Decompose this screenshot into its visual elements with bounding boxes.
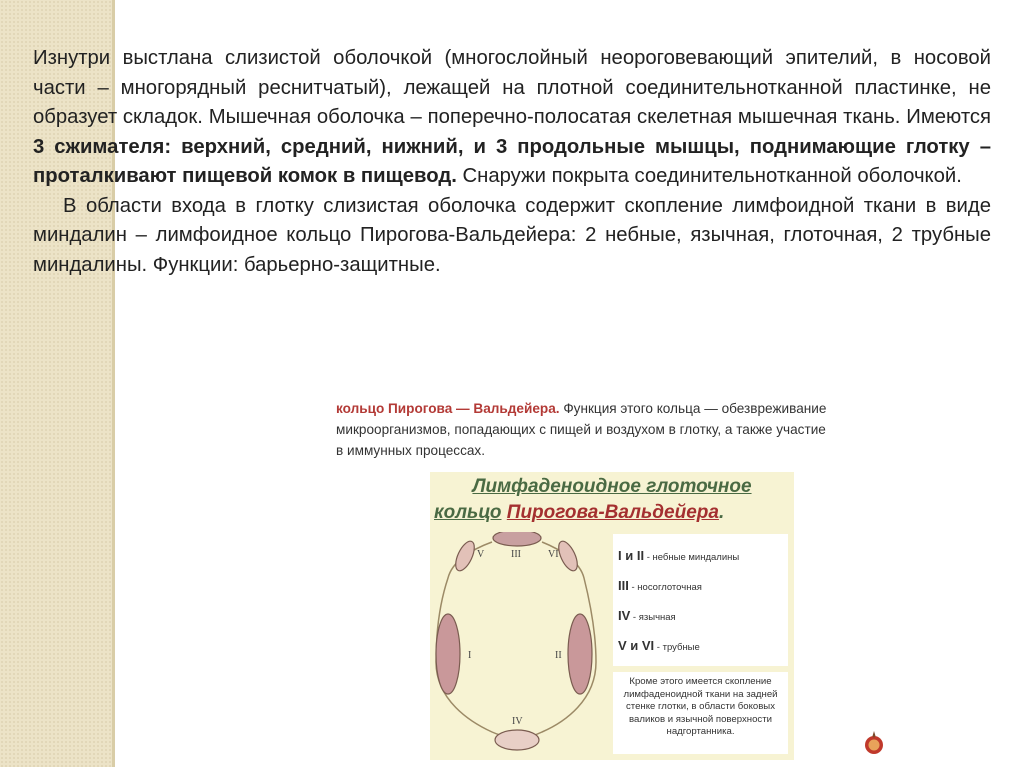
legend-item: V и VI - трубные: [618, 638, 700, 653]
legend-item: III - носоглоточная: [618, 578, 702, 593]
paragraph-1: Изнутри выстлана слизистой оболочкой (многослойный неороговевающий эпителий, в носовой части – многорядный реснитчатый), лежащей на плотной соединительнотканной пластинке, не образует складок. Мышечная оболочка – поперечно-полосатая скелетная мышечная ткань. Имеются 3 сжимателя: верхний, средний, нижний, и 3 продольные мышцы, поднимающие глотку – проталкивают пищевой комок в пищевод. Снаружи покрыта соединительнотканной оболочкой.: [33, 47, 991, 187]
figure: [332, 398, 827, 763]
legend-box: [613, 534, 788, 666]
caption-term: кольцо Пирогова — Вальдейера.: [336, 401, 560, 416]
ornament-icon: [862, 731, 886, 757]
legend-item: IV - язычная: [618, 608, 676, 623]
tonsil-v: [452, 539, 478, 574]
tonsil-i: [436, 614, 460, 694]
main-text: [33, 44, 991, 280]
tonsil-vi: [555, 539, 581, 574]
tonsil-iv: [495, 730, 539, 750]
label-iv: IV: [512, 716, 523, 727]
label-iii: III: [511, 549, 521, 560]
label-v: V: [477, 549, 485, 560]
paragraph-2: В области входа в глотку слизистая оболочка содержит скопление лимфоидной ткани в виде миндалин – лимфоидное кольцо Пирогова-Вальдейера: 2 небные, язычная, глоточная, 2 трубные миндалины. Функции: барьерно-защитные.: [33, 194, 991, 276]
diagram-title-line2: кольцо Пирогова-Вальдейера.: [434, 502, 725, 523]
tonsil-ring-drawing: [430, 532, 605, 760]
label-vi: VI: [548, 549, 559, 560]
bold-text: 3 сжимателя: верхний, средний, нижний, и 3 продольные мышцы, поднимающие глотку – проталкивают пищевой комок в пищевод.: [33, 135, 991, 187]
tonsil-iii: [493, 532, 541, 546]
label-i: I: [468, 650, 472, 661]
diagram-note: Кроме этого имеется скопление лимфаденоидной ткани на задней стенке глотки, в области боковых валиков и язычной поверхности надгортанника.: [613, 672, 788, 754]
ring-diagram: [430, 472, 794, 760]
tonsil-ii: [568, 614, 592, 694]
figure-caption: кольцо Пирогова — Вальдейера. Функция этого кольца — обезвреживание микроорганизмов, попадающих с пищей и воздухом в глотку, а также участие в иммунных процессах.: [336, 401, 827, 458]
label-ii: II: [555, 650, 562, 661]
legend-item: I и II - небные миндалины: [618, 548, 740, 563]
diagram-title-line1: Лимфаденоидное глоточное: [472, 476, 752, 497]
